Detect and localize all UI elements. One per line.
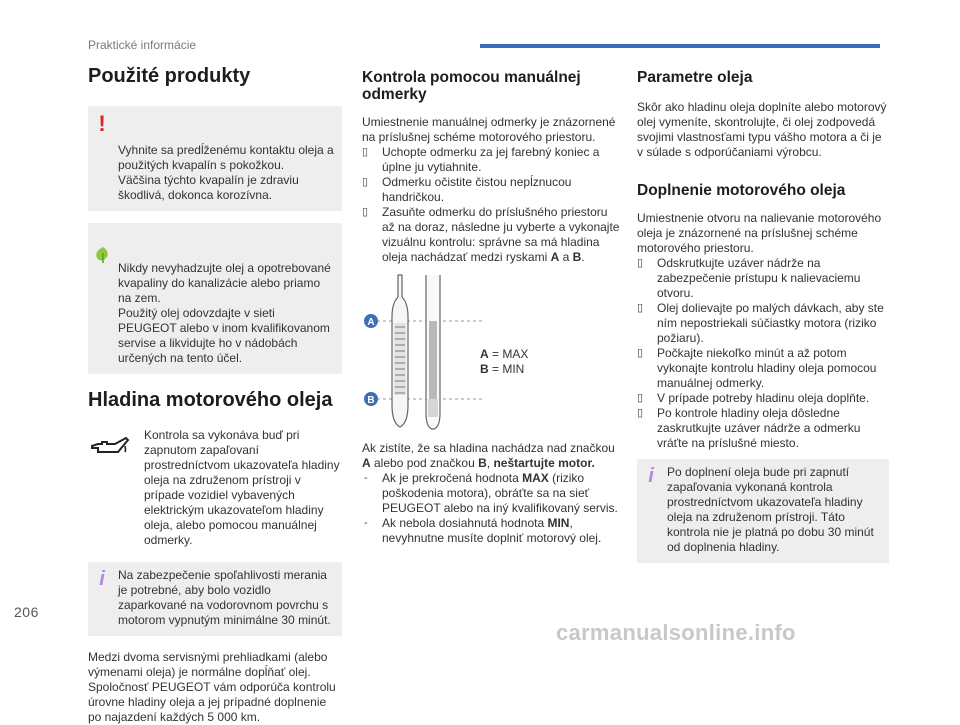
column-3 [637,58,889,575]
oil-can-icon [88,434,130,464]
warning-text: Vyhnite sa predĺženému kontaktu oleja a použitých kvapalín s pokožkou. Väčšina týchto kvapalín je zdraviu škodlivá, dokonca korozívna. [118,143,334,202]
list-item: - Ak je prekročená hodnota MAX (riziko poškodenia motora), obráťte sa na sieť PEUGEOT alebo na iný kvalifikovaný servis. [364,471,618,515]
info-icon: i [648,465,654,487]
list-item: ▯ Počkajte niekoľko minút a až potom vykonajte kontrolu hladiny oleja pomocou manuálnej odmerky. [637,346,877,390]
bullet-icon: ▯ [362,146,369,158]
warning-box [88,106,342,211]
header-rule [480,44,880,48]
info-icon: i [99,568,105,590]
bullet-icon: ▯ [362,176,369,188]
list-item: ▯ Uchopte odmerku za jej farebný koniec a úplne ju vytiahnite. [362,145,600,174]
list-item: ▯ Odmerku očistite čistou nepĺznucou handričkou. [362,175,572,204]
svg-text:A: A [367,317,375,328]
section-title-dipstick: Kontrola pomocou manuálnej odmerky [362,69,581,103]
bullet-icon: ▯ [362,206,369,218]
topup-info-text: Po doplnení oleja bude pri zapnutí zapaľovania vykonaná kontrola prostredníctvom ukazovateľa hladiny oleja na združenom prístroji. Táto kontrola nie je platná po dobu 30 minút od doplnenia hladiny. [667,465,874,554]
oil-level-block [88,428,342,548]
column-2 [362,58,620,546]
watermark: carmanualsonline.info [556,620,796,645]
list-item: ▯ V prípade potreby hladinu oleja doplňte. [637,391,870,405]
section-title-oil-level: Hladina motorového oleja [88,389,333,411]
service-paragraph: Medzi dvoma servisnými prehliadkami (alebo výmenami oleja) je normálne dopĺňať olej. Spoločnosť PEUGEOT vám odporúča kontrolu úrovne hladiny oleja a jej prípadné doplnenie po najazdení každých 5 000 km. [88,650,336,724]
mark-a: A [550,250,560,264]
oil-level-text: Kontrola sa vykonáva buď pri zapnutom zapaľovaní prostredníctvom ukazovateľa hladiny oleja na združenom prístroji v prípade vozidiel vybavených elektrickým ukazovateľom hladiny oleja, alebo pomocou manuálnej odmerky. [144,428,340,547]
column-1 [88,58,342,725]
dipstick-legend: A = MAX B = MIN [480,347,529,376]
svg-text:B: B [367,395,375,406]
section-title-oil-topup: Doplnenie motorového oleja [637,182,846,199]
dipstick-diagram [362,273,620,431]
page-number: 206 [14,604,39,620]
topup-intro: Umiestnenie otvoru na nalievanie motorového oleja je znázornené na príslušnej schéme motorového priestoru. [637,211,882,255]
bullet-icon: ▯ [637,302,644,314]
topup-info-box [637,459,889,563]
bullet-icon: ▯ [637,392,644,404]
dipstick-result-text: Ak zistíte, že sa hladina nachádza nad značkou A alebo pod značkou B, neštartujte motor. [362,441,615,470]
exclamation-icon: ! [98,111,106,136]
leaf-icon [94,231,110,268]
list-item: ▯ Olej dolievajte po malých dávkach, aby ste ním nepostriekali súčiastky motora (riziko požiaru). [637,301,884,345]
list-item: ▯ Zasuňte odmerku do príslušného priestoru až na doraz, následne ju vyberte a vykonajte vizuálnu kontrolu: správne sa má hladina oleja nachádzať medzi ryskami A a B. [362,205,620,264]
list-item: - Ak nebola dosiahnutá hodnota MIN, nevyhnutne musíte doplniť motorový olej. [364,516,602,545]
bullet-icon: ▯ [637,407,644,419]
dipstick-steps [362,145,620,265]
bullet-icon: ▯ [637,347,644,359]
mark-b: B [572,250,582,264]
bullet-icon: ▯ [637,257,644,269]
oil-specs-text: Skôr ako hladinu oleja doplníte alebo motorový olej vymeníte, skontrolujte, či olej zodpovedá svojimi vlastnosťami typu vášho motora a či je v súlade s odporúčaniami výrobcu. [637,100,887,159]
dipstick-intro: Umiestnenie manuálnej odmerky je znázornené na príslušnej schéme motorového priestoru. [362,115,616,144]
list-item: ▯ Odskrutkujte uzáver nádrže na zabezpečenie prístupu k nalievaciemu otvoru. [637,256,861,300]
eco-text: Nikdy nevyhadzujte olej a opotrebované kvapaliny do kanalizácie alebo priamo na zem. Použitý olej odovzdajte v sieti PEUGEOT alebo v inom kvalifikovanom servise a likvidujte ho v nádobách určených na tento účel. [118,261,331,365]
list-item: ▯ Po kontrole hladiny oleja dôsledne zaskrutkujte uzáver nádrže a odmerku vráťte na príslušné miesto. [637,406,861,450]
section-title-oil-specs: Parametre oleja [637,69,753,86]
info-box [88,562,342,636]
running-header: Praktické informácie [88,38,197,52]
section-title-used-products: Použité produkty [88,65,251,87]
oil-column [429,321,437,399]
topup-steps [637,256,889,451]
eco-box [88,223,342,374]
info-text: Na zabezpečenie spoľahlivosti merania je potrebné, aby bolo vozidlo zaparkované na vodorovnom povrchu s motorom vypnutým minimálne 30 minút. [118,568,331,627]
dipstick-dash-list [362,471,620,546]
